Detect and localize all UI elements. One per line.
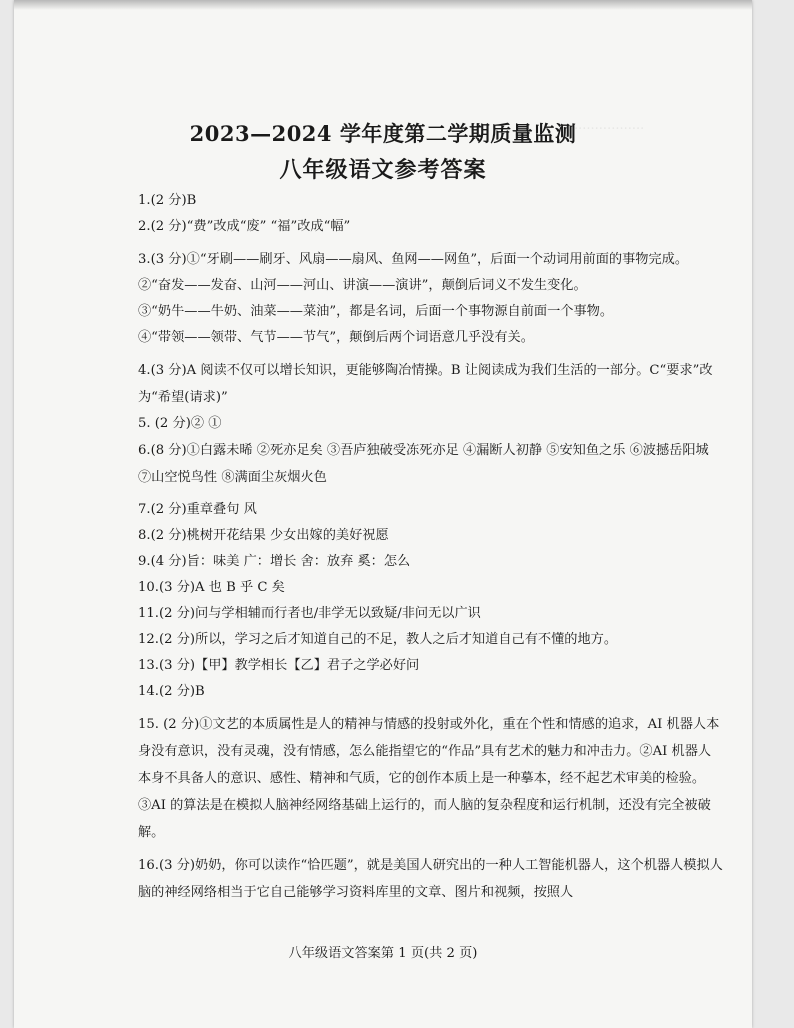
answer-14: 14.(2 分)B xyxy=(138,684,205,699)
answer-6: 6.(8 分)①白露未晞 ②死亦足矣 ③吾庐独破受冻死亦足 ④漏断人初静 ⑤安知鱼之乐 ⑥波撼岳阳城 ⑦山空悦鸟性 ⑧满面尘灰烟火色 xyxy=(138,443,709,485)
answer-3: 3.(3 分)①“牙刷——刷牙、风扇——扇风、鱼网——网鱼”，后面一个动词用前面的事物完成。 xyxy=(138,252,689,267)
answer-3-part-3: ③“奶牛——牛奶、油菜——菜油”，都是名词，后面一个事物源自前面一个事物。 xyxy=(138,304,614,319)
bleed-through-text: ................. xyxy=(574,118,645,133)
answer-2: 2.(2 分)“费”改成“废” “福”改成“幅” xyxy=(138,219,351,234)
answer-11: 11.(2 分)问与学相辅而行者也/非学无以致疑/非问无以广识 xyxy=(138,606,481,621)
answer-3-part-2: ②“奋发——发奋、山河——河山、讲演——演讲”，颠倒后词义不发生变化。 xyxy=(138,278,587,293)
answer-8: 8.(2 分)桃树开花结果 少女出嫁的美好祝愿 xyxy=(138,528,389,543)
answer-10: 10.(3 分)A 也 B 乎 C 矣 xyxy=(138,580,285,595)
answer-15: 15. (2 分)①文艺的本质属性是人的精神与情感的投射或外化，重在个性和情感的追求，AI 机器人本身没有意识，没有灵魂，没有情感，怎么能指望它的“作品”具有艺术的魅力和冲击力。②AI 机器人本身不具备人的意识、感性、精神和气质，它的创作本质上是一种摹本，经不起艺术审美的检验。③AI 的算法是在模拟人脑神经网络基础上运行的，而人脑的复杂程度和运行机制，还没有完全被破解。 xyxy=(138,717,720,840)
answer-13: 13.(3 分)【甲】教学相长【乙】君子之学必好问 xyxy=(138,658,420,673)
page-title: 2023—2024 学年度第二学期质量监测 xyxy=(189,121,577,146)
answer-7: 7.(2 分)重章叠句 风 xyxy=(138,502,257,517)
answer-5: 5. (2 分)② ① xyxy=(138,416,222,431)
answer-list xyxy=(138,188,723,906)
answer-sheet-page xyxy=(14,0,752,1028)
answer-9: 9.(4 分)旨：味美 广：增长 舍：放弃 奚：怎么 xyxy=(138,554,411,569)
answer-3-part-4: ④“带领——领带、气节——节气”，颠倒后两个词语意几乎没有关。 xyxy=(138,330,534,345)
answer-1: 1.(2 分)B xyxy=(138,193,197,208)
page-subtitle: 八年级语文参考答案 xyxy=(279,157,487,183)
page-footer: 八年级语文答案第 1 页(共 2 页) xyxy=(288,946,478,961)
answer-4: 4.(3 分)A 阅读不仅可以增长知识，更能够陶冶情操。B 让阅读成为我们生活的一部分。C“要求”改为“希望(请求)” xyxy=(138,363,713,405)
answer-12: 12.(2 分)所以，学习之后才知道自己的不足，教人之后才知道自己有不懂的地方。 xyxy=(138,632,618,647)
answer-16: 16.(3 分)奶奶，你可以读作“恰匹题”，就是美国人研究出的一种人工智能机器人，这个机器人模拟人脑的神经网络相当于它自己能够学习资料库里的文章、图片和视频，按照人 xyxy=(138,858,723,900)
